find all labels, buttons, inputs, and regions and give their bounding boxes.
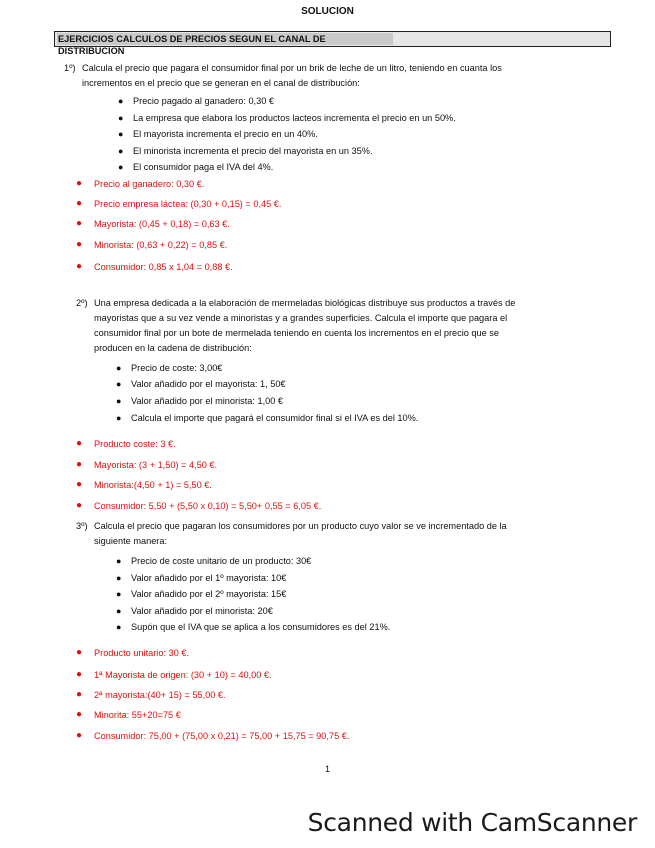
question-text-line: Calcula el precio que pagaran los consumidores por un producto cuyo valor se ve incrementado de la <box>94 521 507 531</box>
bullet-icon: ● <box>118 162 124 172</box>
question-number: 2º) <box>76 298 88 308</box>
camscanner-watermark: Scanned with CamScanner <box>307 808 637 837</box>
question-text-line: Calcula el precio que pagara el consumidor final por un brik de leche de un litro, teniendo en cuanta los <box>82 63 502 73</box>
bullet-icon: ● <box>76 239 83 250</box>
question-number: 3º) <box>76 521 88 531</box>
question-text-line: mayoristas que a su vez vende a minoristas y a grandes superficies. Calcula el importe que pagara el <box>94 313 508 323</box>
bullet-icon: ● <box>116 396 122 406</box>
bullet-icon: ● <box>76 459 83 470</box>
section-header-text: EJERCICIOS CALCULOS DE PRECIOS SEGUN EL CANAL DE DISTRIBUCION <box>57 33 393 45</box>
bullet-icon: ● <box>76 479 83 490</box>
question-number: 1º) <box>64 63 76 73</box>
bullet-icon: ● <box>116 622 122 632</box>
bullet-icon: ● <box>76 261 83 272</box>
document-page: SOLUCION EJERCICIOS CALCULOS DE PRECIOS SEGUN EL CANAL DE DISTRIBUCION 1º) Calcula el precio que pagara el consumidor final por un brik de leche de un litro, teniendo en cuanta los incrementos en el precio que se generan en el canal de distribución: ● Precio pagado al ganadero: 0,30 € ● La empresa que elabora los productos lacteos incrementa el precio en un 50%. ● El mayorista incrementa el precio en un 40%. ● El minorista incrementa el precio del mayorista en un 35%. ● El consumidor paga el IVA del 4%. ● Precio al ganadero: 0,30 €. ● Precio empresa láctea: (0,30 + 0,15) = 0,45 €. ● Mayorista: (0,45 + 0,18) = 0,63 €. ● Minorista: (0,63 + 0,22) = 0,85 €. ● Consumidor: 0,85 x 1,04 = 0,88 €. 2º) Una empresa dedicada a la elaboración de mermeladas biológicas distribuye sus productos a través de mayoristas que a su vez vende a minoristas y a grandes superficies. Calcula el importe que pagara el consumidor final por un bote de mermelada teniendo en cuenta los incrementos en el precio que se producen en la cadena de distribución: ● Precio de coste: 3,00€ ● Valor añadido por el mayorista: 1, 50€ ● Valor añadido por el minorista: 1,00 € ● Calcula el importe que pagará el consumidor final si el IVA es del 10%. ● Producto coste: 3 €. ● Mayorista: (3 + 1,50) = 4,50 €. ● Minorista:(4,50 + 1) = 5,50 €. ● Consumidor: 5,50 + (5,50 x 0,10) = 5,50+ 0,55 = 6,05 €. 3º) Calcula el precio que pagaran los consumidores por un producto cuyo valor se ve incrementado de la siguiente manera: ● Precio de coste unitario de un producto: 30€ ● Valor añadido por el 1º mayorista: 10€ ● Valor añadido por el 2º mayorista: 15€ ● Valor añadido por el minorista: 20€ ● Supón que el IVA que se aplica a los consumidores es del 21%. ● Producto unitario: 30 €. ● 1ª Mayorista de origen: (30 + 10) = 40,00 €. ● 2ª mayorista:(40+ 15) = 55,00 €. ● Minorita: 55+20=75 € ● Consumidor: 75,00 + (75,00 x 0,21) = 75,00 + 15,75 = 90,75 €. 1 Scanned with CamScanner <box>0 0 655 848</box>
question-text-line: Una empresa dedicada a la elaboración de mermeladas biológicas distribuye sus productos a través de <box>94 298 516 308</box>
bullet-icon: ● <box>118 146 124 156</box>
question-text-line: siguiente manera: <box>94 536 168 546</box>
bullet-icon: ● <box>76 218 83 229</box>
bullet-icon: ● <box>76 500 83 511</box>
bullet-icon: ● <box>76 198 83 209</box>
bullet-icon: ● <box>76 669 83 680</box>
bullet-icon: ● <box>116 589 122 599</box>
bullet-icon: ● <box>76 709 83 720</box>
bullet-icon: ● <box>76 689 83 700</box>
bullet-icon: ● <box>76 178 83 189</box>
bullet-icon: ● <box>118 96 124 106</box>
bullet-icon: ● <box>116 379 122 389</box>
question-text-line: producen en la cadena de distribución: <box>94 343 252 353</box>
bullet-icon: ● <box>116 413 122 423</box>
bullet-icon: ● <box>116 556 122 566</box>
bullet-icon: ● <box>76 730 83 741</box>
section-header <box>54 31 611 56</box>
page-number: 1 <box>324 764 330 774</box>
bullet-icon: ● <box>76 438 83 449</box>
bullet-icon: ● <box>116 573 122 583</box>
bullet-icon: ● <box>118 129 124 139</box>
bullet-icon: ● <box>118 113 124 123</box>
bullet-icon: ● <box>116 363 122 373</box>
bullet-icon: ● <box>76 647 83 658</box>
bullet-icon: ● <box>116 606 122 616</box>
page-title: SOLUCION <box>301 6 354 17</box>
question-text-line: incrementos en el precio que se generan en el canal de distribución: <box>82 77 360 88</box>
question-text-line: consumidor final por un bote de mermelada teniendo en cuenta los incrementos en el precio que se <box>94 328 500 338</box>
